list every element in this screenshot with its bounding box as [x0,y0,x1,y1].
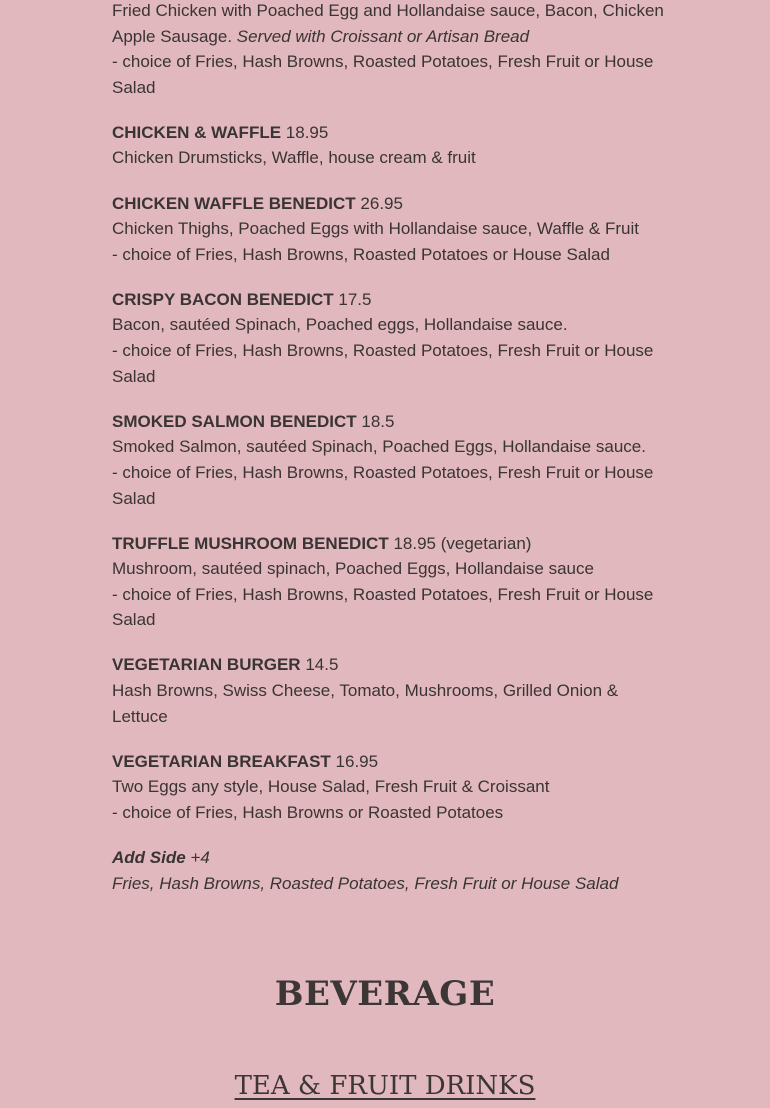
menu-item-name: VEGETARIAN BREAKFAST [112,751,331,771]
menu-item-name: TRUFFLE MUSHROOM BENEDICT [112,533,389,553]
menu-item-choice: - choice of Fries, Hash Browns, Roasted Potatoes or House Salad [112,244,610,264]
menu-item-description: Mushroom, sautéed spinach, Poached Eggs, Hollandaise sauce [112,559,594,579]
menu-item-price: 18.95 [285,122,329,142]
menu-item-price: 16.95 [335,751,379,771]
menu-item-name: CHICKEN & WAFFLE [112,122,282,142]
menu-item-smoked-salmon-benedict [112,409,672,511]
menu-item-price: 26.95 [360,193,403,213]
menu-item-description: Fries, Hash Browns, Roasted Potatoes, Fresh Fruit or House Salad [112,873,619,893]
menu-item-vegetarian-breakfast [112,749,672,826]
menu-item-add-side [112,845,672,896]
menu-item-price: 14.5 [305,655,339,675]
menu-item-served-with: Served with Croissant or Artisan Bread [236,26,530,46]
section-subtitle-tea-fruit-drinks [0,1068,770,1104]
menu-item-name: CRISPY BACON BENEDICT [112,289,334,309]
menu-item-name: SMOKED SALMON BENEDICT [112,411,357,431]
menu-item-choice: - choice of Fries, Hash Browns or Roasted Potatoes [112,802,504,822]
menu-item-truffle-mushroom-benedict [112,531,672,633]
menu-item-description: Smoked Salmon, sautéed Spinach, Poached Eggs, Hollandaise sauce. [112,437,646,457]
section-title-beverage: BEVERAGE [274,974,496,1014]
menu-item-chicken-waffle [112,120,672,171]
menu-item-choice: - choice of Fries, Hash Browns, Roasted Potatoes, Fresh Fruit or House Salad [112,584,654,630]
menu-item-partial [112,0,672,100]
menu-item-choice: - choice of Fries, Hash Browns, Roasted Potatoes, Fresh Fruit or House Salad [112,52,654,97]
menu-item-name: Add Side [112,848,186,868]
section-subtitle-text: TEA & FRUIT DRINKS [234,1071,536,1101]
menu-item-price: +4 [190,848,210,868]
menu-item-description: Bacon, sautéed Spinach, Poached eggs, Hollandaise sauce. [112,315,568,335]
menu-item-description: Chicken Thighs, Poached Eggs with Hollandaise sauce, Waffle & Fruit [112,219,639,239]
menu-item-choice: - choice of Fries, Hash Browns, Roasted Potatoes, Fresh Fruit or House Salad [112,341,654,386]
menu-item-description: Fried Chicken with Poached Egg and Hollandaise sauce, Bacon, Chicken Apple Sausage. Served with Croissant or Artisan Bread [112,1,664,46]
menu-item-description: Chicken Drumsticks, Waffle, house cream & fruit [112,148,476,168]
menu-item-price: 17.5 [338,289,372,309]
menu-item-name: VEGETARIAN BURGER [112,655,301,675]
menu-item-choice: - choice of Fries, Hash Browns, Roasted Potatoes, Fresh Fruit or House Salad [112,462,654,508]
menu-item-description: Hash Browns, Swiss Cheese, Tomato, Mushrooms, Grilled Onion & Lettuce [112,681,619,726]
menu-item-vegetarian-burger [112,652,672,729]
menu-item-price: 18.95 (vegetarian) [393,533,532,553]
menu-item-name: CHICKEN WAFFLE BENEDICT [112,193,356,213]
menu-item-crispy-bacon-benedict [112,287,672,389]
menu-item-description: Two Eggs any style, House Salad, Fresh Fruit & Croissant [112,777,550,797]
menu-item-chicken-waffle-benedict [112,191,672,268]
menu-item-price: 18.5 [361,411,395,431]
menu-list [112,0,672,916]
